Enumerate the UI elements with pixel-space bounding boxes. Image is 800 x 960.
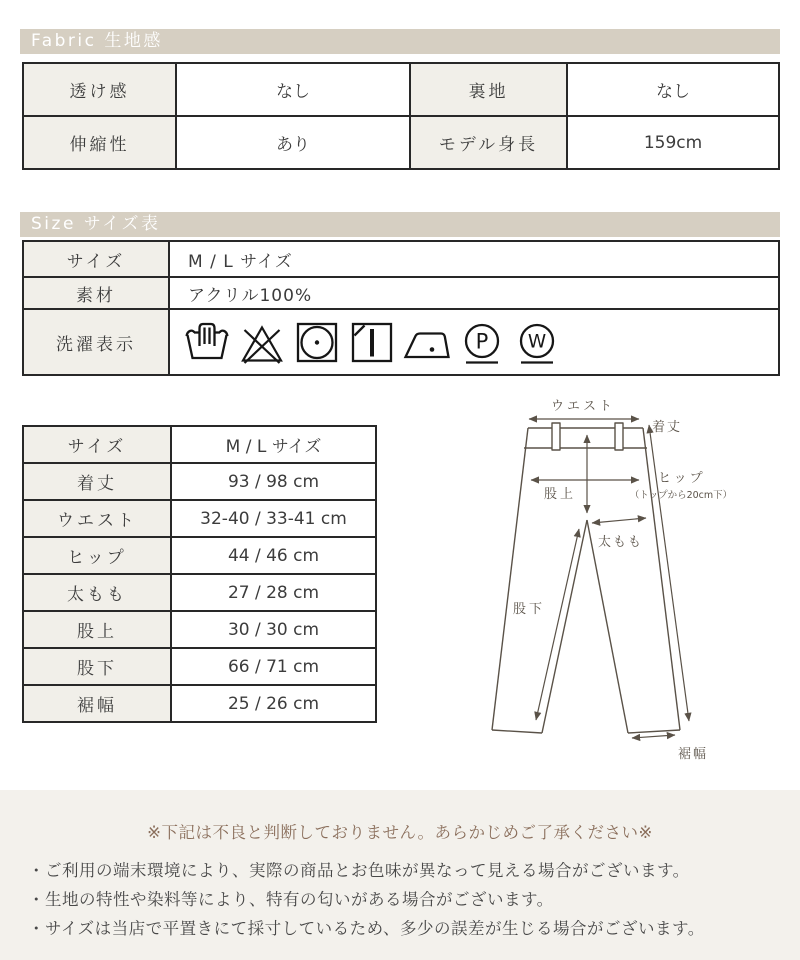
diagram-label-thigh: 太もも bbox=[598, 535, 644, 550]
material-row bbox=[23, 277, 779, 309]
list-item: ・生地の特性や染料等により、特有の匂いがある場合がございます。 bbox=[28, 890, 554, 909]
svg-text:P: P bbox=[475, 329, 489, 354]
line-dry-shade-icon bbox=[348, 320, 396, 364]
table-row bbox=[23, 500, 376, 537]
hand-wash-icon bbox=[183, 320, 231, 364]
size-label: サイズ bbox=[23, 241, 169, 277]
fabric-section-title: Fabric 生地感 bbox=[20, 29, 780, 54]
meas-label: 股上 bbox=[23, 611, 171, 648]
fabric-row bbox=[23, 63, 779, 116]
fabric-label-stretch: 伸縮性 bbox=[23, 116, 176, 169]
care-label: 洗濯表示 bbox=[23, 309, 169, 375]
size-row bbox=[23, 241, 779, 277]
size-summary-table bbox=[22, 240, 780, 376]
meas-label: 太もも bbox=[23, 574, 171, 611]
material-label: 素材 bbox=[23, 277, 169, 309]
diagram-label-hip: ヒップ bbox=[658, 471, 706, 486]
care-symbols-cell bbox=[169, 309, 779, 375]
list-item: ・ご利用の端末環境により、実際の商品とお色味が異なって見える場合がございます。 bbox=[28, 861, 690, 880]
notes-title: ※下記は不良と判断しておりません。あらかじめご了承ください※ bbox=[147, 823, 653, 842]
meas-value: 25 / 26 cm bbox=[171, 685, 376, 722]
fabric-value-sheerness: なし bbox=[176, 63, 410, 116]
meas-label: サイズ bbox=[23, 426, 171, 463]
diagram-label-inseam: 股下 bbox=[513, 602, 546, 617]
diagram-label-waist: ウエスト bbox=[550, 399, 615, 414]
fabric-value-stretch: あり bbox=[176, 116, 410, 169]
diagram-label-rise: 股上 bbox=[544, 487, 577, 502]
iron-low-icon bbox=[403, 320, 451, 364]
dry-clean-p-icon bbox=[458, 320, 506, 364]
fabric-label-model-height: モデル身長 bbox=[410, 116, 567, 169]
do-not-bleach-icon bbox=[238, 320, 286, 364]
care-row bbox=[23, 309, 779, 375]
list-item: ・サイズは当店で平置きにて採寸しているため、多少の誤差が生じる場合がございます。 bbox=[28, 919, 705, 938]
meas-label: ウエスト bbox=[23, 500, 171, 537]
notes-section bbox=[0, 790, 800, 960]
material-value: アクリル100% bbox=[169, 277, 779, 309]
meas-label: 股下 bbox=[23, 648, 171, 685]
fabric-table bbox=[22, 62, 780, 170]
pants-outline-svg bbox=[458, 388, 790, 784]
diagram-label-hip-note: （トップから20cm下） bbox=[629, 490, 733, 501]
table-row bbox=[23, 463, 376, 500]
size-value: M / L サイズ bbox=[169, 241, 779, 277]
table-row bbox=[23, 611, 376, 648]
measurements-table bbox=[22, 425, 377, 723]
meas-label: 着丈 bbox=[23, 463, 171, 500]
fabric-label-lining: 裏地 bbox=[410, 63, 567, 116]
meas-label: 裾幅 bbox=[23, 685, 171, 722]
table-row bbox=[23, 648, 376, 685]
meas-value: 44 / 46 cm bbox=[171, 537, 376, 574]
fabric-label-sheerness: 透け感 bbox=[23, 63, 176, 116]
diagram-label-length: 着丈 bbox=[652, 420, 683, 435]
svg-text:W: W bbox=[527, 331, 547, 353]
table-row bbox=[23, 537, 376, 574]
diagram-label-hem-width: 裾幅 bbox=[677, 747, 708, 762]
table-row bbox=[23, 574, 376, 611]
notes-list bbox=[0, 856, 800, 943]
meas-value: 66 / 71 cm bbox=[171, 648, 376, 685]
tumble-dry-low-icon bbox=[293, 320, 341, 364]
meas-value: 93 / 98 cm bbox=[171, 463, 376, 500]
meas-value: 27 / 28 cm bbox=[171, 574, 376, 611]
meas-value: 30 / 30 cm bbox=[171, 611, 376, 648]
meas-value: 32-40 / 33-41 cm bbox=[171, 500, 376, 537]
table-row bbox=[23, 426, 376, 463]
pants-diagram bbox=[458, 388, 790, 784]
table-row bbox=[23, 685, 376, 722]
wet-clean-w-icon bbox=[513, 320, 561, 364]
fabric-value-lining: なし bbox=[567, 63, 779, 116]
meas-label: ヒップ bbox=[23, 537, 171, 574]
meas-value: M / L サイズ bbox=[171, 426, 376, 463]
fabric-row bbox=[23, 116, 779, 169]
size-section-title: Size サイズ表 bbox=[20, 212, 780, 237]
fabric-value-model-height: 159cm bbox=[567, 116, 779, 169]
